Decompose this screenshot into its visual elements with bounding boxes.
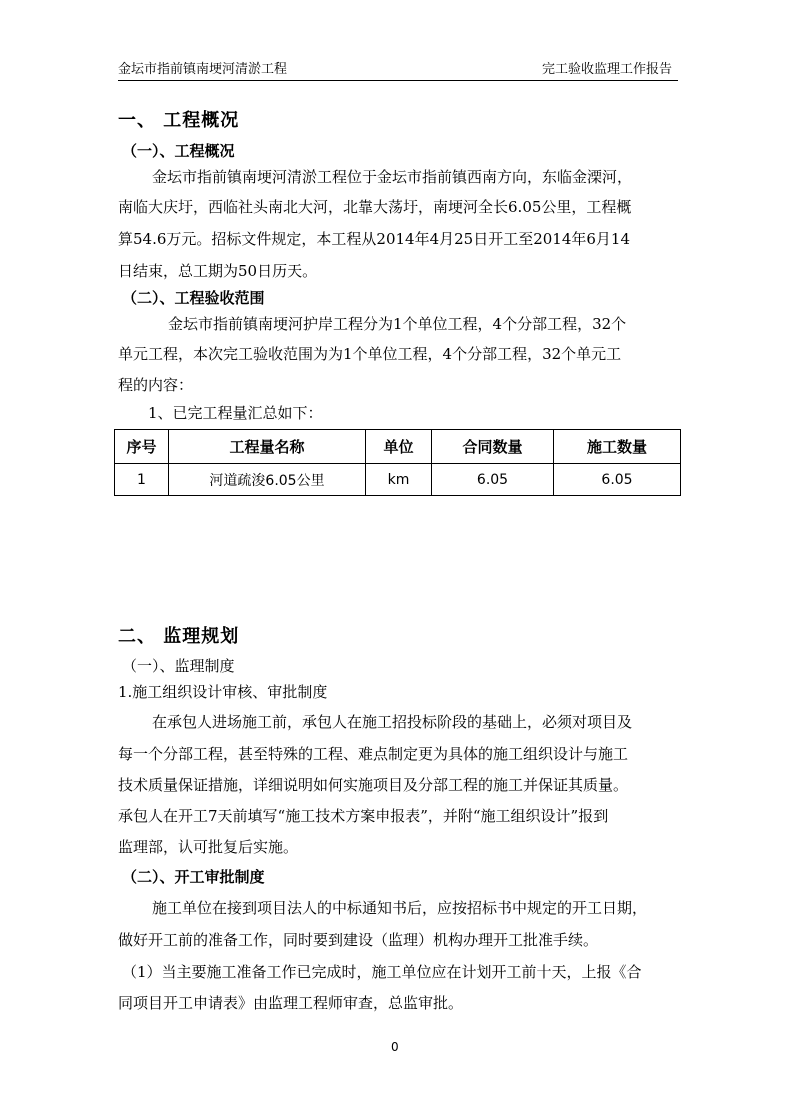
table-header: 合同数量 [432,430,554,464]
paragraph-line: 同项目开工申请表》由监理工程师审查，总监审批。 [118,994,464,1012]
paragraph-line: 金坛市指前镇南埂河清淤工程位于金坛市指前镇西南方向，东临金溧河， [152,168,633,186]
table-header-row [115,430,681,464]
paragraph-line: 技术质量保证措施，详细说明如何实施项目及分部工程的施工并保证其质量。 [118,776,629,794]
paragraph-line: 每一个分部工程，甚至特殊的工程、难点制定更为具体的施工组织设计与施工 [118,745,629,763]
table-header: 单位 [366,430,432,464]
section-1-subtitle-1: （一）、工程概况 [122,142,235,160]
header-report-title: 完工验收监理工作报告 [542,62,673,77]
paragraph-line: 程的内容： [118,376,194,394]
section-1-subtitle-2: （二）、工程验收范围 [122,289,265,307]
table-header: 施工数量 [554,430,681,464]
paragraph-line: 南临大庆圩，西临社头南北大河，北靠大荡圩，南埂河全长6.05公里，工程概 [118,198,632,216]
section-1-title: 一、 工程概况 [118,110,240,131]
section-2-subtitle-2: （二）、开工审批制度 [122,868,265,886]
page-number: 0 [391,1040,399,1054]
paragraph-line: 金坛市指前镇南埂河护岸工程分为1个单位工程，4个分部工程，32个 [168,315,627,333]
header-project-name: 金坛市指前镇南埂河清淤工程 [118,62,288,77]
header-rule [118,80,678,81]
paragraph-line: 单元工程，本次完工验收范围为为1个单位工程，4个分部工程，32个单元工 [118,345,622,363]
paragraph-line: 在承包人进场施工前，承包人在施工招投标阶段的基础上，必须对项目及 [152,713,633,731]
summary-label: 1、已完工程量汇总如下： [148,404,323,422]
quantity-table [114,429,681,496]
item-heading: 1.施工组织设计审核、审批制度 [118,683,328,701]
paragraph-line: 施工单位在接到项目法人的中标通知书后，应按招标书中规定的开工日期， [152,899,648,917]
paragraph-line: 做好开工前的准备工作，同时要到建设（监理）机构办理开工批准手续。 [118,931,599,949]
paragraph-line: 日结束，总工期为50日历天。 [118,262,318,280]
paragraph-line: （1）当主要施工准备工作已完成时，施工单位应在计划开工前十天，上报《合 [122,963,642,981]
paragraph-line: 算54.6万元。招标文件规定，本工程从2014年4月25日开工至2014年6月14 [118,230,631,248]
section-2-subtitle-1: （一）、监理制度 [122,657,235,675]
table-cell: 河道疏浚6.05公里 [169,464,366,496]
table-cell: km [366,464,432,496]
section-2-title: 二、 监理规划 [118,626,240,647]
paragraph-line: 承包人在开工7天前填写“施工技术方案申报表”，并附“施工组织设计”报到 [118,807,609,825]
table-header: 工程量名称 [169,430,366,464]
table-row [115,464,681,496]
paragraph-line: 监理部，认可批复后实施。 [118,838,299,856]
table-header: 序号 [115,430,169,464]
table-cell: 6.05 [432,464,554,496]
table-cell: 6.05 [554,464,681,496]
table-cell: 1 [115,464,169,496]
